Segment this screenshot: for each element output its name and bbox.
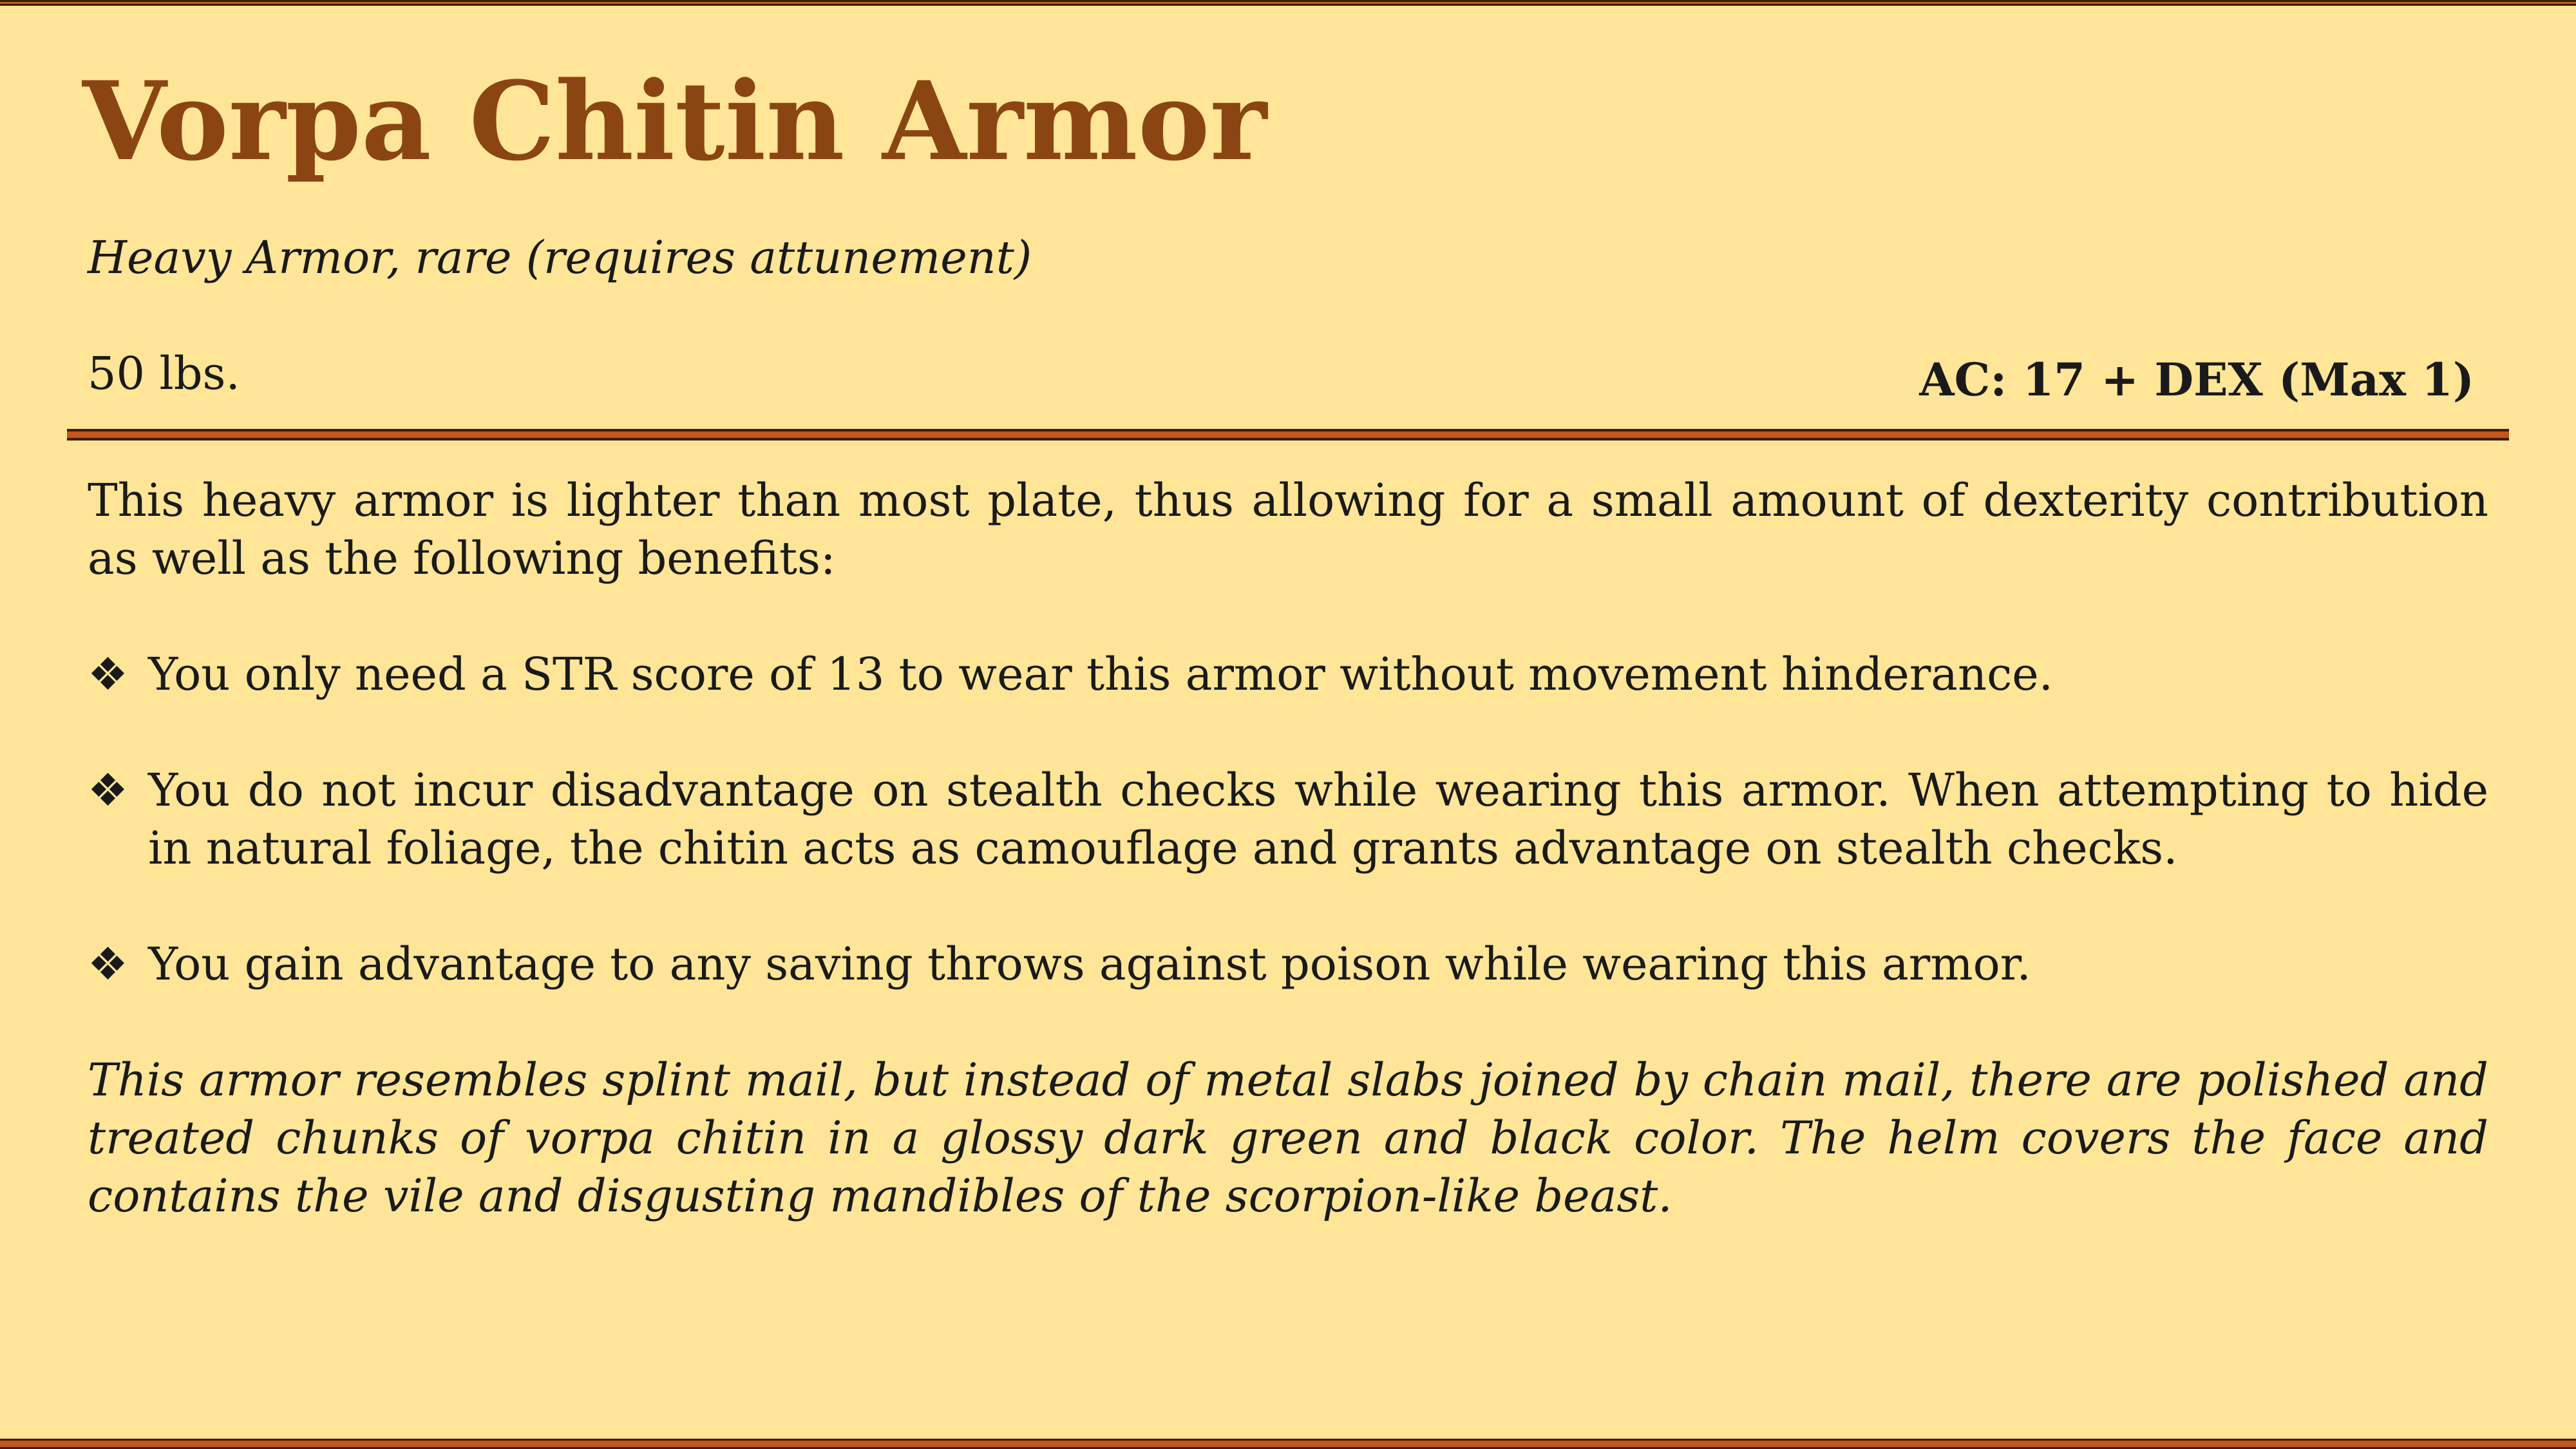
diamond-bullet-icon: ❖ xyxy=(88,648,128,701)
intro-paragraph: This heavy armor is lighter than most plate, thus allowing for a small amount of dexterity contribution as well as the following benefits: xyxy=(88,474,2488,585)
flavor-text: This armor resembles splint mail, but instead of metal slabs joined by chain mail, there are polished and treated chunks of vorpa chitin in a glossy dark green and black color. The helm covers the face and contains the vile and disgusting mandibles of the scorpion-like beast. xyxy=(88,1054,2488,1222)
benefit-text: You do not incur disadvantage on stealth checks while wearing this armor. When attempting to hide in natural foliage, the chitin acts as camouflage and grants advantage on stealth checks. xyxy=(148,764,2488,875)
benefit-text: You only need a STR score of 13 to wear this armor without movement hinderance. xyxy=(148,648,2053,701)
armor-class: AC: 17 + DEX (Max 1) xyxy=(1919,353,2474,406)
item-title: Vorpa Chitin Armor xyxy=(82,57,1267,185)
benefit-text: You gain advantage to any saving throws against poison while wearing this armor. xyxy=(148,938,2031,990)
header-divider xyxy=(67,429,2509,440)
item-type-line: Heavy Armor, rare (requires attunement) xyxy=(88,231,1032,284)
diamond-bullet-icon: ❖ xyxy=(88,764,128,817)
bottom-border xyxy=(0,1439,2576,1449)
item-weight: 50 lbs. xyxy=(88,347,240,400)
diamond-bullet-icon: ❖ xyxy=(88,938,128,990)
top-border xyxy=(0,0,2576,6)
